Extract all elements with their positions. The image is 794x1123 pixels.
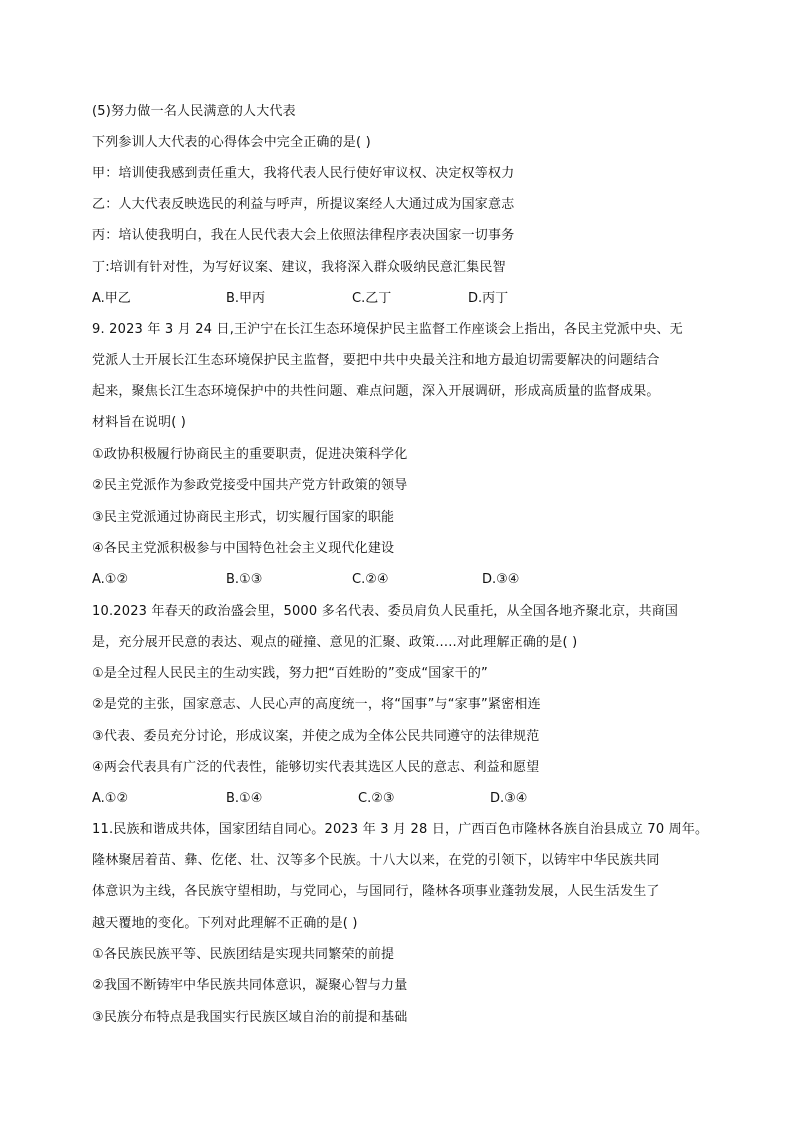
q10-item-1: ①是全过程人民民主的生动实践，努力把“百姓盼的”变成“国家干的” — [92, 666, 488, 681]
q10-stem-line-2: 是，充分展开民意的表达、观点的碰撞、意见的汇聚、政策.....对此理解正确的是( ) — [92, 635, 578, 650]
q9-item-3: ③民主党派通过协商民主形式，切实履行国家的职能 — [92, 510, 395, 525]
q9-stem-line-3: 起来，聚焦长江生态环境保护中的共性问题、难点问题，深入开展调研，形成高质量的监督成果。 — [92, 384, 660, 399]
q10-item-2: ②是党的主张，国家意志、人民心声的高度统一，将“国事”与“家事”紧密相连 — [92, 697, 541, 712]
q8-stem: 下列参训人大代表的心得体会中完全正确的是( ) — [92, 135, 371, 150]
q10-stem-line-1: 10.2023 年春天的政治盛会里，5000 多名代表、委员肩负人民重托，从全国各地齐聚北京，共商国 — [92, 604, 679, 619]
q11-item-3: ③民族分布特点是我国实行民族区域自治的前提和基础 — [92, 1010, 408, 1025]
q9-item-4: ④各民主党派积极参与中国特色社会主义现代化建设 — [92, 541, 395, 556]
q10-option-d[interactable]: D.③④ — [490, 791, 528, 806]
q10-item-3: ③代表、委员充分讨论，形成议案，并使之成为全体公民共同遵守的法律规范 — [92, 729, 540, 744]
q10-item-4: ④两会代表具有广泛的代表性，能够切实代表其选区人民的意志、利益和愿望 — [92, 760, 540, 775]
q9-option-a[interactable]: A.①② — [92, 572, 129, 587]
q8-option-b[interactable]: B.甲丙 — [226, 291, 266, 306]
q8-option-a[interactable]: A.甲乙 — [92, 291, 131, 306]
q9-stem-line-4: 材料旨在说明( ) — [92, 415, 187, 430]
q10-option-c[interactable]: C.②③ — [358, 791, 395, 806]
q9-item-2: ②民主党派作为参政党接受中国共产党方针政策的领导 — [92, 478, 408, 493]
q9-option-b[interactable]: B.①③ — [226, 572, 263, 587]
q9-option-d[interactable]: D.③④ — [482, 572, 520, 587]
q11-item-1: ①各民族民族平等、民族团结是实现共同繁荣的前提 — [92, 947, 395, 962]
q11-item-2: ②我国不断铸牢中华民族共同体意识，凝聚心智与力量 — [92, 978, 408, 993]
q8-item-3: 丙：培认使我明白，我在人民代表大会上依照法律程序表决国家一切事务 — [92, 228, 515, 243]
q8-item-4: 丁:培训有针对性，为写好议案、建议，我将深入群众吸纳民意汇集民智 — [92, 260, 506, 275]
q10-option-b[interactable]: B.①④ — [226, 791, 263, 806]
q9-item-1: ①政协积极履行协商民主的重要职责，促进决策科学化 — [92, 447, 408, 462]
q8-item-1: 甲：培训使我感到责任重大，我将代表人民行使好审议权、决定权等权力 — [92, 166, 515, 181]
q8-item-2: 乙：人大代表反映选民的利益与呼声，所提议案经人大通过成为国家意志 — [92, 197, 515, 212]
q9-stem-line-2: 党派人士开展长江生态环境保护民主监督，要把中共中央最关注和地方最迫切需要解决的问题结合 — [92, 353, 660, 368]
q11-stem-line-1: 11.民族和谐成共体，国家团结自同心。2023 年 3 月 28 日，广西百色市隆林各族自治县成立 70 周年。 — [92, 822, 709, 837]
q9-stem-line-1: 9. 2023 年 3 月 24 日,王沪宁在长江生态环境保护民主监督工作座谈会上指出，各民主党派中央、无 — [92, 322, 683, 337]
q9-option-c[interactable]: C.②④ — [352, 572, 389, 587]
q11-stem-line-3: 体意识为主线，各民族守望相助，与党同心，与国同行，隆林各项事业蓬勃发展，人民生活发生了 — [92, 884, 660, 899]
q11-stem-line-2: 隆林聚居着苗、彝、仡佬、壮、汉等多个民族。十八大以来，在党的引领下，以铸牢中华民族共同 — [92, 853, 660, 868]
q8-heading: (5)努力做一名人民满意的人大代表 — [92, 104, 296, 119]
q8-option-c[interactable]: C.乙丁 — [352, 291, 392, 306]
q11-stem-line-4: 越天覆地的变化。下列对此理解不正确的是( ) — [92, 916, 358, 931]
q10-option-a[interactable]: A.①② — [92, 791, 129, 806]
q8-option-d[interactable]: D.丙丁 — [468, 291, 509, 306]
